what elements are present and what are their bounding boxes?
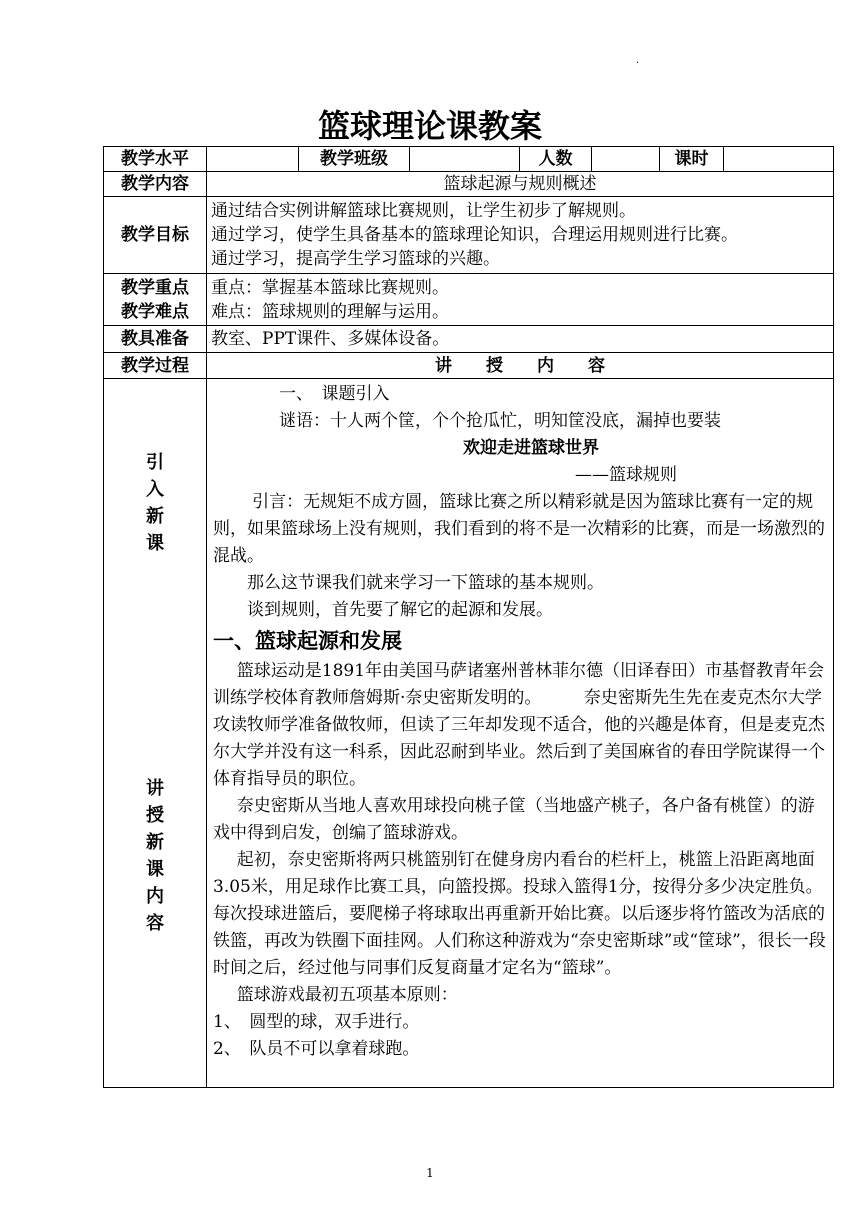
teach-label-char: 授 [146, 805, 164, 826]
welcome-heading: 欢迎走进篮球世界 [463, 438, 599, 458]
value-content: 篮球起源与规则概述 [207, 172, 834, 197]
key-point-line: 重点：掌握基本篮球比赛规则。 [211, 277, 449, 298]
value-count [592, 147, 660, 172]
welcome-sub: ——篮球规则 [575, 465, 677, 485]
intro-label-char: 新 [146, 506, 164, 527]
list-item: 1、 圆型的球，双手进行。 [213, 1012, 420, 1032]
label-key-point: 教学重点 [121, 277, 189, 298]
paragraph: 篮球游戏最初五项基本原则： [236, 985, 458, 1005]
process-side-label [104, 379, 207, 1088]
paragraph: 那么这节课我们就来学习一下篮球的基本规则。 [247, 573, 604, 593]
section-intro: 一、 课题引入 [279, 384, 390, 404]
paragraph: 起初，奈史密斯将两只桃篮别钉在健身房内看台的栏杆上，桃篮上沿距离地面3.05米，用足球作比赛工具，向篮投掷。投球入篮得1分，按得分多少决定胜负。每次投球进篮后，要爬梯子将球取出再重新开始比赛。以后逐步将竹篮改为活底的铁篮，再改为铁圈下面挂网。人们称这种游戏为“奈史密斯球”或“筐球”，很长一段时间之后，经过他与同事们反复商量才定名为“篮球”。 [213, 850, 826, 978]
goal-line: 通过学习，提高学生学习篮球的兴趣。 [211, 249, 500, 269]
goal-line: 通过学习，使学生具备基本的篮球理论知识，合理运用规则进行比赛。 [211, 225, 738, 245]
value-level [207, 147, 299, 172]
intro-label-char: 课 [146, 533, 164, 554]
riddle: 谜语：十人两个筐，个个抢瓜忙，明知筐没底，漏掉也要装 [279, 411, 721, 431]
goal-line: 通过结合实例讲解篮球比赛规则，让学生初步了解规则。 [211, 201, 636, 221]
teach-label-char: 内 [146, 886, 164, 907]
paragraph: 谈到规则，首先要了解它的起源和发展。 [247, 600, 553, 620]
value-goals [207, 197, 834, 274]
teach-label-char: 容 [146, 913, 164, 934]
paragraph: 引言：无规矩不成方圆，篮球比赛之所以精彩就是因为篮球比赛有一定的规则，如果篮球场上没有规则，我们看到的将不是一次精彩的比赛，而是一场激烈的混战。 [213, 492, 825, 566]
paragraph: 篮球运动是1891年由美国马萨诸塞州普林菲尔德（旧译春田）市基督教青年会训练学校体育教师詹姆斯·奈史密斯发明的。 奈史密斯先生先在麦克杰尔大学攻读牧师学准备做牧师，但读了三年却发现不适合，他的兴趣是体育，但是麦克杰尔大学并没有这一科系，因此忍耐到毕业。然后到了美国麻省的春田学院谋得一个体育指导员的职位。 [213, 661, 825, 789]
value-period [724, 147, 834, 172]
page-number: 1 [426, 1166, 434, 1180]
paragraph: 奈史密斯从当地人喜欢用球投向桃子筐（当地盛产桃子，各户备有桃筐）的游戏中得到启发，创编了篮球游戏。 [213, 796, 815, 843]
section-heading: 一、篮球起源和发展 [213, 629, 402, 653]
label-class: 教学班级 [299, 147, 410, 172]
label-period: 课时 [660, 147, 724, 172]
label-count: 人数 [520, 147, 592, 172]
difficulty-line: 难点：篮球规则的理解与运用。 [211, 301, 449, 322]
value-class [410, 147, 520, 172]
label-level: 教学水平 [104, 147, 207, 172]
label-content: 教学内容 [104, 172, 207, 197]
lecture-content [207, 379, 834, 1088]
teach-label-char: 讲 [146, 778, 164, 799]
lesson-plan-table [103, 146, 834, 1088]
label-difficulty: 教学难点 [121, 301, 189, 322]
intro-label-char: 入 [146, 479, 164, 500]
label-goals: 教学目标 [104, 197, 207, 274]
label-process: 教学过程 [104, 353, 207, 379]
value-equipment: 教室、PPT课件、多媒体设备。 [207, 326, 834, 353]
teach-label-char: 新 [146, 832, 164, 853]
value-process: 讲 授 内 容 [207, 353, 834, 379]
list-item: 2、 队员不可以拿着球跑。 [213, 1039, 420, 1059]
page-title: 篮球理论课教案 [317, 107, 542, 145]
intro-label-char: 引 [146, 452, 164, 473]
label-focus [104, 274, 207, 326]
teach-label-char: 课 [146, 859, 164, 880]
header-mark: · [636, 58, 640, 69]
label-equipment: 教具准备 [104, 326, 207, 353]
value-focus [207, 274, 834, 326]
